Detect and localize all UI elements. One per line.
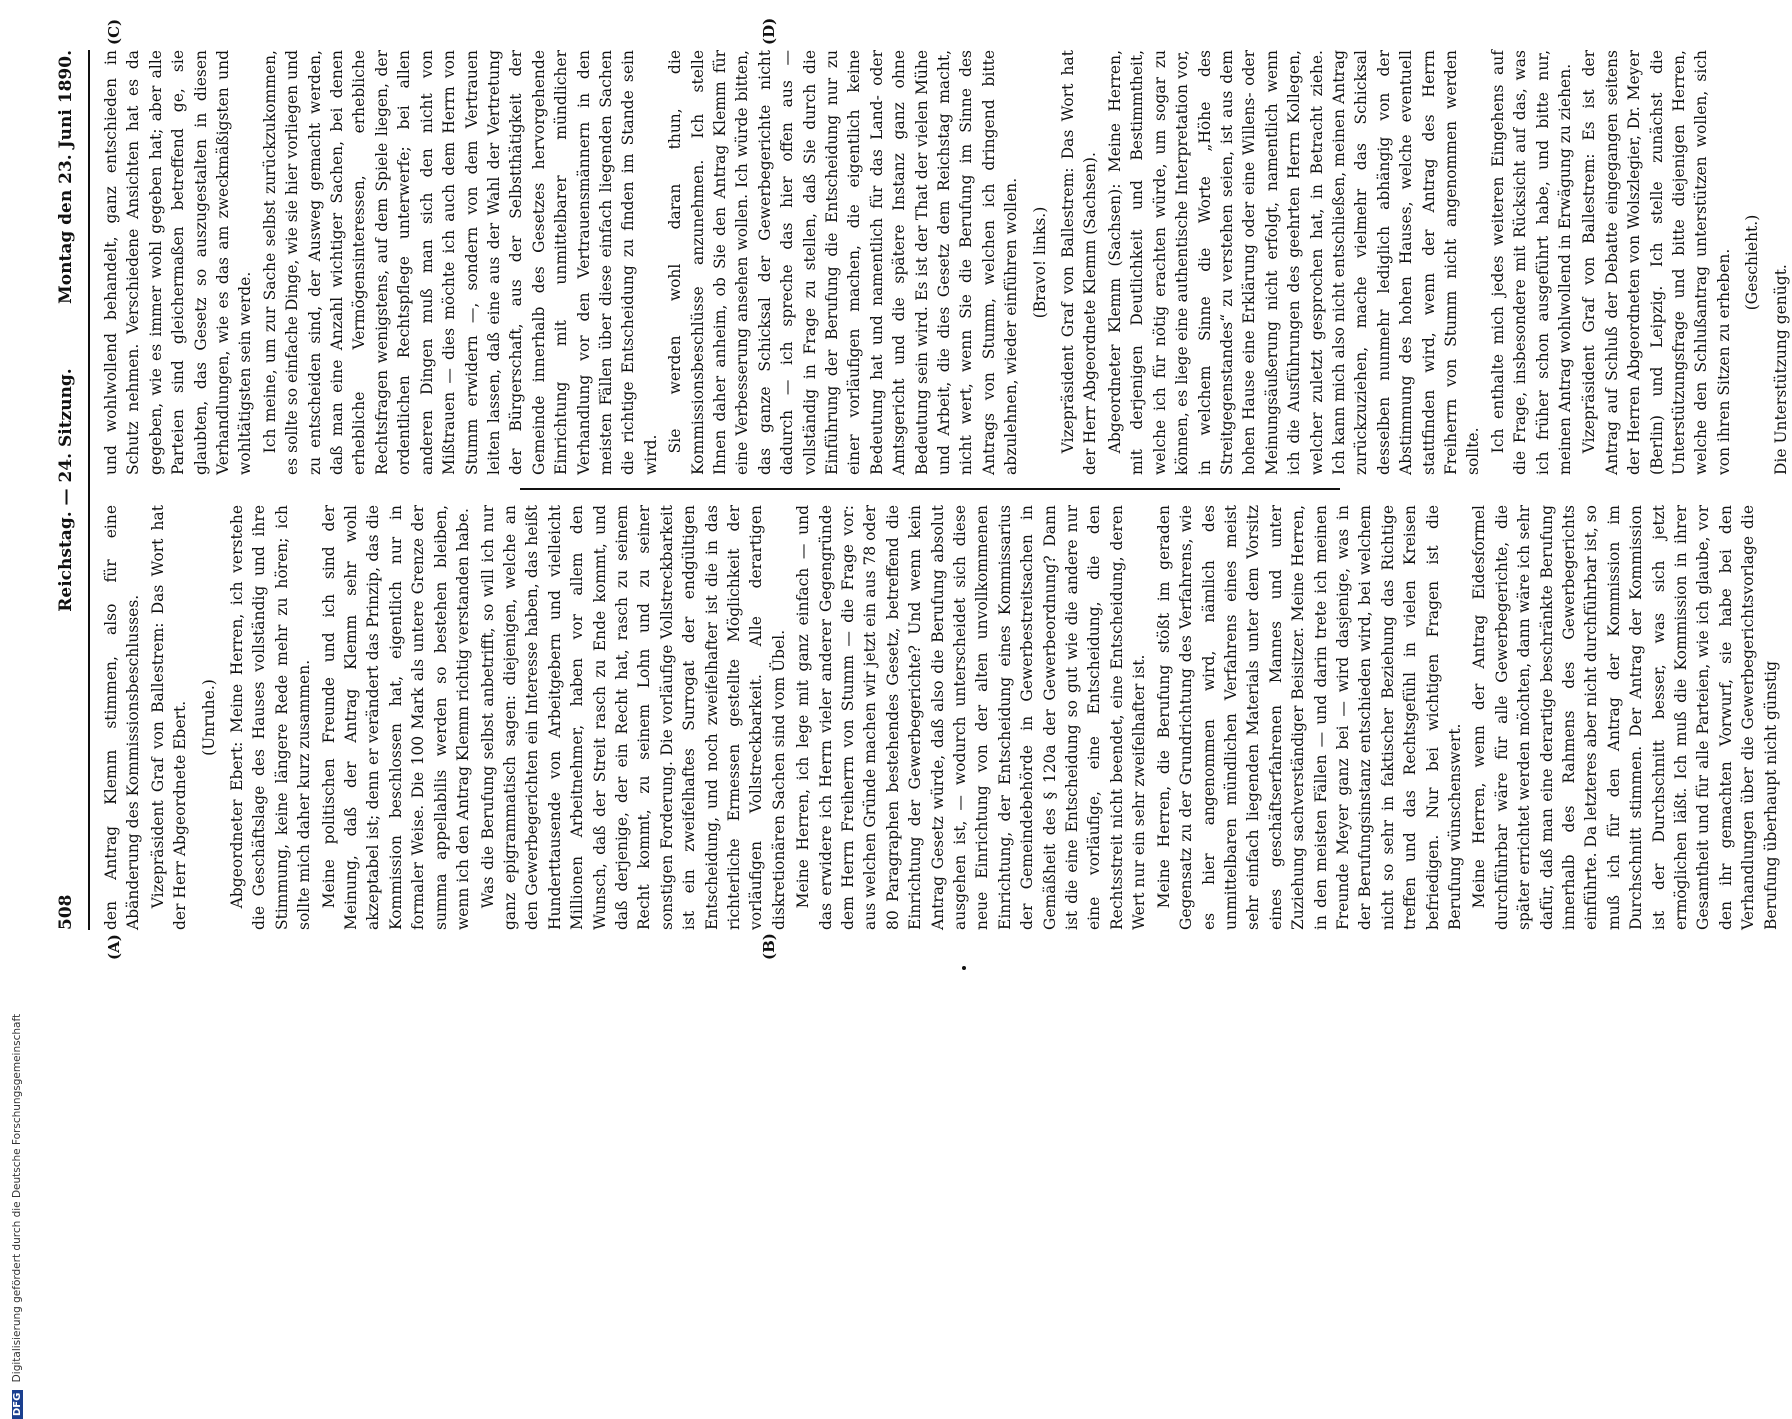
page-title: Reichstag. — 24. Sitzung.	[56, 368, 76, 612]
column-divider	[520, 488, 1340, 490]
dfg-logo: DFG	[12, 1390, 23, 1419]
margin-marker-a: (A)	[105, 934, 123, 960]
stage-direction: (Unruhe.)	[199, 679, 218, 756]
paragraph: Ich meine, um zur Sache selbst zurückzukommen, es sollte so einfache Dinge, wie sie hier vorliegen und zu entscheiden sind, der Ausweg gemacht werden, daß man eine Anzahl wichtiger Sachen, bei denen erhebliche Vermögensinteressen, erhebliche Rechtsfragen wenigstens, auf dem Spiele liegen, der ordentlichen Rechtspflege unterwerfe; bei allen anderen Dingen muß man sich den nicht von Mißtrauen — dies möchte ich auch dem Herrn von Stumm erwidern —, sondern von dem Vertrauen leiten lassen, daß eine aus der Wahl der Vertretung der Bürgerschaft, aus der Selbstthätigkeit der Gemeinde innerhalb des Gesetzes hervorgehende Einrichtung mit unmittelbarer mündlicher Verhandlung vor den Vertrauensmännern in den meisten Fällen über diese einfach liegenden Sachen die richtige Entscheidung zu finden im Stande sein wird.	[260, 50, 660, 475]
paragraph: Meine politischen Freunde und ich sind der Meinung, daß der Antrag Klemm sehr wohl akzeptabel ist; denn er verändert das Prinzip, das die Kommission beschlossen hat, eigentlich nur in formaler Weise. Die 100 Mark als untere Grenze der summa appellabilis werden so bestehen bleiben, wenn ich den Antrag Klemm richtig verstanden habe.	[319, 505, 473, 930]
ink-dot	[962, 966, 966, 970]
paragraph: Meine Herren, die Berufung stößt im geraden Gegensatz zu der Grundrichtung des Verfahrens, wie es hier angenommen wird, nämlich des unmittelbaren mündlichen Verfahrens eines meist sehr einfach liegenden Materials unter dem Vorsitz eines geschäftserfahrenen Mannes und unter Zuziehung sachverständiger Beisitzer. Meine Herren, in den meisten Fällen — und darin trete ich meinen Freunde Meyer ganz bei — wird dasjenige, was in der Berufungsinstanz entschieden wird, bei welchem nicht so sehr in faktischer Beziehung das Richtige treffen und das Rechtsgefühl in vielen Kreisen befriedigen. Nur bei wichtigen Fragen ist die Berufung wünschenswert.	[1154, 505, 1464, 930]
stage-direction: (Geschieht.)	[1743, 214, 1762, 311]
paragraph: Was die Berufung selbst anbetrifft, so will ich nur ganz epigrammatisch sagen: diejenigen, welche an den Gewerbegerichten ein Interesse haben, das heißt Hunderttausende von Arbeitgebern und vielleicht Millionen Arbeitnehmer, haben vor allem den Wunsch, daß der Streit rasch zu Ende kommt, und daß derjenige, der ein Recht hat, rasch zu seinem Recht kommt, zu seinem Lohn und zu seiner sonstigen Forderung. Die vorläufige Vollstreckbarkeit ist ein zweifelhaftes Surrogat der endgültigen Entscheidung, und noch zweifelhafter ist die in das richterliche Ermessen gestellte Möglichkeit der vorläufigen Vollstreckbarkeit. Alle derartigen diskretionären Sachen sind vom Übel.	[478, 505, 788, 930]
paragraph: Sie werden wohl daran thun, die Kommissionsbeschlüsse anzunehmen. Ich stelle Ihnen daher anheim, ob Sie den Antrag Klemm für eine Verbesserung ansehen wollen. Ich würde bitten, das ganze Schicksal der Gewerbegerichte nicht dadurch — ich spreche das hier offen aus — vollständig in Frage zu stellen, daß Sie durch die Einführung der Berufung die Entscheidung nur zu einer vorläufigen machen, die eigentlich keine Bedeutung hat und namentlich für das Land- oder Amtsgericht und die spätere Instanz ganz ohne Bedeutung sein wird. Es ist der That der vielen Mühe und Arbeit, die dies Gesetz dem Reichstag macht, nicht wert, wenn Sie die Berufung im Sinne des Antrags von Stumm, welchen ich dringend bitte abzulehnen, wieder einführen wollen.	[666, 50, 1021, 475]
right-column	[100, 50, 1790, 475]
paragraph: Die Unterstützung genügt.	[1771, 264, 1790, 475]
header-rule	[88, 50, 90, 930]
speaker-paragraph: Vizepräsident Graf von Ballestrem: Das Wort hat der Herr Abgeordnete Klemm (Sachsen).	[1059, 50, 1100, 475]
paragraph: Meine Herren, wenn der Antrag Eidesformel durchführbar wäre für alle Gewerbegerichte, die später errichtet werden möchten, dann wäre ich sehr dafür, daß man eine derartige beschränkte Berufung innerhalb des Rahmens des Gewerbegerichts einführte. Da letzteres aber nicht durchführbar ist, so muß ich für den Antrag der Kommission im Durchschnitt stimmen. Der Antrag der Kommission ist der Durchschnitt besser, was sich jetzt ermöglichen läßt. Ich muß die Kommission in ihrer Gesamtheit und für alle Parteien, wie ich glaube, vor den ihr gemachten Vorwurf, sie habe bei den Verhandlungen über die Gewerbegerichtsvorlage die Berufung überhaupt nicht günstig	[1470, 505, 1780, 930]
speaker-paragraph: Vizepräsident Graf von Ballestrem: Es ist der Antrag auf Schluß der Debatte eingegangen seitens der Herren Abgeordneten von Wolszlegier, Dr. Meyer (Berlin) und Leipzig. Ich stelle zunächst die Unterstützungsfrage und bitte diejenigen Herren, welche den Schlußantrag unterstützen wollen, sich von ihren Sitzen zu erheben.	[1580, 50, 1733, 475]
margin-marker-b: (B)	[760, 933, 778, 960]
margin-marker-c: (C)	[105, 18, 123, 45]
digitization-footer	[11, 519, 29, 1419]
paragraph: Ich enthalte mich jedes weiteren Eingehens auf die Frage, insbesondere mit Rücksicht auf das, was ich früher schon ausgeführt habe, und bitte nur, meinen Antrag wohlwollend in Erwägung zu ziehen.	[1488, 50, 1574, 475]
paragraph: Abgeordneter Klemm (Sachsen): Meine Herren, mit derjenigen Deutlichkeit und Bestimmtheit, welche ich für nötig erachten würde, um sogar zu können, es liege eine authentische Interpretation vor, in welchem Sinne die Worte „Höhe des Streitgegenstandes“ zu verstehen seien, ist aus dem hohen Hause eine Erklärung oder eine Willens- oder Meinungsäußerung nicht erfolgt, namentlich wenn ich die Ausführungen des geehrten Herrn Kollegen, welcher zuletzt gesprochen hat, in Betracht ziehe. Ich kann mich also nicht entschließen, meinen Antrag zurückzuziehen, mache vielmehr das Schicksal desselben nunmehr lediglich abhängig von der Abstimmung des hohen Hauses, welche eventuell stattfinden wird, wenn der Antrag des Herrn Freiherrn von Stumm nicht angenommen werden sollte.	[1105, 50, 1483, 475]
page-date: Montag den 23. Juni 1890.	[56, 50, 76, 305]
stage-direction: (Bravo! links.)	[1030, 206, 1049, 319]
page-header	[56, 50, 86, 930]
paragraph: Abgeordneter Ebert: Meine Herren, ich verstehe die Geschäftslage des Hauses vollständig und ihre Stimmung, keine längere Rede mehr zu hören; ich sollte mich daher kurz zusammen.	[228, 505, 314, 930]
left-column	[100, 505, 1780, 930]
margin-marker-d: (D)	[760, 17, 778, 45]
page-number: 508	[56, 894, 76, 930]
paragraph: Meine Herren, ich lege mit ganz einfach — und das erwidere ich Herrn vieler anderer Gegengründe dem Herrn Freiherrn von Stumm — die Frage vor: aus welchen Gründe machen wir jetzt ein aus 78 oder 80 Paragraphen bestehendes Gesetz, betreffend die Einrichtung der Gewerbegerichte? Und wenn kein Antrag Gesetz würde, daß also die Berufung absolut ausgehen ist, — wodurch unterscheidet sich diese neue Einrichtung von der alten unvollkommenen Einrichtung, der Entscheidung eines Kommissarius der Gemeindebehörde in Gewerbestreitsachen in Gemäßheit des § 120a der Gewerbeordnung? Dann ist die eine Entscheidung so gut wie die andere nur eine vorläufige, eine Entscheidung, die den Rechtsstreit nicht beendet, eine Entscheidung, deren Wert nur ein sehr zweifelhafter ist.	[794, 505, 1149, 930]
speaker-paragraph: Vizepräsident Graf von Ballestrem: Das Wort hat der Herr Abgeordnete Ebert.	[148, 505, 190, 930]
paragraph: und wohlwollend behandelt, ganz entschieden in Schutz nehmen. Verschiedene Ansichten hat es da gegeben, wie es immer wohl gegeben hat; aber alle Parteien sind gleichermaßen betreffend ge, sie glaubten, das Gesetz so auszugestalten in diesen Verhandlungen, wie es das am zweckmäßigsten und wohltätigsten sein werde.	[102, 50, 255, 475]
paragraph: den Antrag Klemm stimmen, also für eine Abänderung des Kommissionsbeschlusses.	[102, 505, 143, 930]
footer-text: Digitalisierung gefördert durch die Deutsche Forschungsgemeinschaft	[11, 1013, 23, 1383]
